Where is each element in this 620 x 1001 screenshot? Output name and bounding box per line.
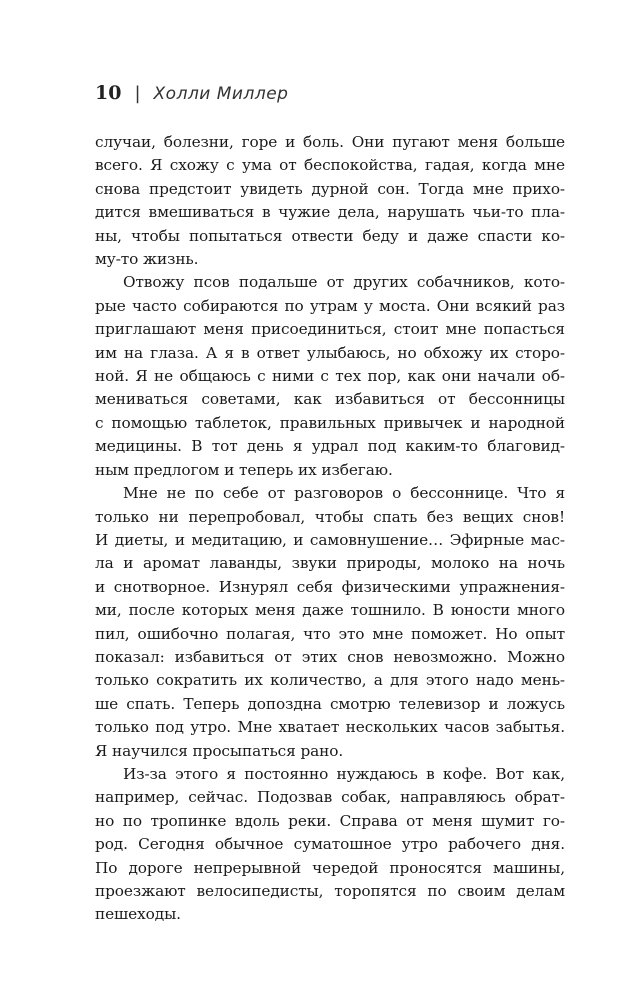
body-text <box>95 131 565 927</box>
author-name: Холли Миллер <box>153 84 289 104</box>
paragraph <box>95 271 565 482</box>
text-line: ми, после которых меня даже тошнило. В юности много <box>95 601 565 620</box>
text-line: Мне не по себе от разговоров о бессоннице. Что я <box>123 484 565 503</box>
text-line: например, сейчас. Подозвав собак, направляюсь обрат- <box>95 788 565 807</box>
paragraph <box>95 131 565 271</box>
text-line: случаи, болезни, горе и боль. Они пугают меня больше <box>95 133 565 151</box>
text-line: показал: избавиться от этих снов невозможно. Можно <box>95 647 565 666</box>
text-line: только ни перепробовал, чтобы спать без вещих снов! <box>95 507 565 526</box>
text-line: только под утро. Мне хватает нескольких часов забытья. <box>95 718 565 737</box>
text-line: проезжают велосипедисты, торопятся по своим делам <box>95 882 565 900</box>
text-line: ше спать. Теперь допоздна смотрю телевизор и ложусь <box>95 694 565 713</box>
text-line: род. Сегодня обычное суматошное утро рабочего дня. <box>95 835 565 854</box>
text-line: но по тропинке вдоль реки. Справа от меня шумит го- <box>95 811 565 830</box>
paragraph <box>95 482 565 763</box>
paragraph <box>95 763 565 927</box>
header-separator: | <box>134 83 141 104</box>
text-line: мениваться советами, как избавиться от бессонницы <box>95 390 565 409</box>
text-line: медицины. В тот день я удрал под каким-то благовид- <box>95 437 565 456</box>
text-line: им на глаза. А я в ответ улыбаюсь, но обхожу их сторо- <box>95 343 565 362</box>
text-line: му-то жизнь. <box>95 250 199 269</box>
text-line: приглашают меня присоединиться, стоит мне попасться <box>95 320 565 339</box>
text-line: рые часто собираются по утрам у моста. Они всякий раз <box>95 296 565 315</box>
text-line: снова предстоит увидеть дурной сон. Тогда мне прихо- <box>95 179 565 198</box>
text-line: пешеходы. <box>95 905 181 924</box>
text-line: Я научился просыпаться рано. <box>95 741 344 760</box>
text-line: И диеты, и медитацию, и самовнушение… Эфирные мас- <box>95 530 565 549</box>
text-line: По дороге непрерывной чередой проносятся машины, <box>95 858 565 877</box>
text-line: и снотворное. Изнурял себя физическими упражнения- <box>95 577 565 596</box>
text-line: только сократить их количество, а для этого надо мень- <box>95 671 565 690</box>
text-line: всего. Я схожу с ума от беспокойства, гадая, когда мне <box>95 156 565 175</box>
text-line: ла и аромат лаванды, звуки природы, молоко на ночь <box>95 554 565 573</box>
text-line: ной. Я не общаюсь с ними с тех пор, как они начали об- <box>95 367 565 386</box>
text-line: ны, чтобы попытаться отвести беду и даже спасти ко- <box>95 226 565 245</box>
running-head <box>95 82 288 104</box>
text-line: с помощью таблеток, правильных привычек и народной <box>95 413 565 432</box>
text-line: ным предлогом и теперь их избегаю. <box>95 460 393 479</box>
text-line: Из-за этого я постоянно нуждаюсь в кофе. Вот как, <box>123 764 565 783</box>
text-line: дится вмешиваться в чужие дела, нарушать чьи-то пла- <box>95 203 565 222</box>
page-number: 10 <box>95 82 122 104</box>
text-line: пил, ошибочно полагая, что это мне поможет. Но опыт <box>95 624 565 643</box>
text-line: Отвожу псов подальше от других собачников, кото- <box>123 273 565 292</box>
